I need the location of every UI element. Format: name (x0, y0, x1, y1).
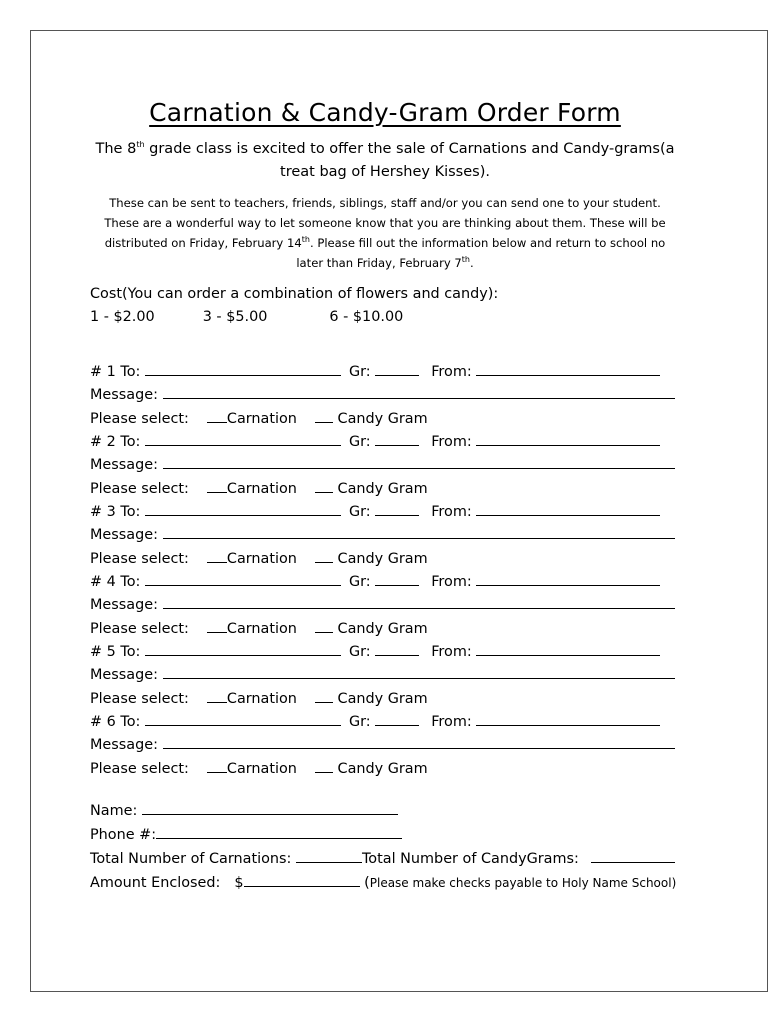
carnation-checkbox[interactable] (207, 408, 227, 423)
grade-label: Gr: (348, 504, 371, 520)
candy-gram-checkbox[interactable] (315, 548, 333, 563)
phone-label: Phone #: (90, 827, 157, 843)
from-label: From: (431, 504, 472, 520)
order-select-row (90, 478, 428, 499)
order-to-row (90, 501, 660, 522)
message-label: Message: (90, 737, 158, 754)
select-label: Please select: (90, 620, 189, 637)
order-select-row (90, 758, 428, 779)
grade-label: Gr: (348, 364, 371, 380)
candy-gram-option-label: Candy Gram (337, 620, 428, 637)
carnation-option-label: Carnation (226, 550, 297, 567)
carnation-option-label: Carnation (226, 690, 297, 707)
name-row (90, 800, 398, 821)
from-field[interactable] (476, 431, 660, 446)
totals-row (90, 848, 675, 869)
description-text: These can be sent to teachers, friends, siblings, staff and/or you can send one to your student. These are a wonderful way to let someone know that you are thinking about them. These will be distributed on Friday, February 14th. Please fill out the information below and return to school no later than Friday, February 7th. (104, 196, 666, 270)
message-field[interactable] (163, 734, 675, 749)
total-candygrams-field[interactable] (591, 848, 675, 863)
order-select-row (90, 408, 428, 429)
from-field[interactable] (476, 641, 660, 656)
message-field[interactable] (163, 454, 675, 469)
candy-gram-checkbox[interactable] (315, 478, 333, 493)
grade-label: Gr: (348, 574, 371, 590)
order-message-row (90, 664, 675, 685)
to-field[interactable] (145, 431, 341, 446)
candy-gram-option-label: Candy Gram (337, 690, 428, 707)
message-field[interactable] (163, 384, 675, 399)
to-field[interactable] (145, 361, 341, 376)
order-to-row (90, 641, 660, 662)
grade-field[interactable] (375, 641, 419, 656)
amount-field[interactable] (244, 872, 360, 887)
from-label: From: (431, 434, 472, 450)
carnation-option-label: Carnation (226, 760, 297, 777)
message-field[interactable] (163, 664, 675, 679)
order-select-row (90, 548, 428, 569)
select-label: Please select: (90, 410, 189, 427)
intro-text: The 8th grade class is excited to offer the sale of Carnations and Candy-grams(a treat bag of Hershey Kisses). (95, 140, 675, 180)
from-label: From: (431, 364, 472, 380)
dollar-sign: $ (234, 875, 244, 891)
phone-row (90, 824, 402, 845)
to-label: # 5 To: (90, 644, 141, 660)
amount-row: Amount Enclosed: $ (Please make checks payable to Holy Name School) (90, 872, 676, 893)
candy-gram-option-label: Candy Gram (337, 550, 428, 567)
grade-label: Gr: (348, 644, 371, 660)
grade-field[interactable] (375, 431, 419, 446)
order-select-row (90, 688, 428, 709)
phone-field[interactable] (156, 824, 402, 839)
carnation-option-label: Carnation (226, 410, 297, 427)
message-field[interactable] (163, 594, 675, 609)
cost-heading: Cost(You can order a combination of flowers and candy): (90, 286, 499, 302)
candy-gram-option-label: Candy Gram (337, 410, 428, 427)
carnation-option-label: Carnation (226, 480, 297, 497)
to-field[interactable] (145, 571, 341, 586)
cost-option-6: 6 - $10.00 (329, 309, 404, 325)
candy-gram-option-label: Candy Gram (337, 760, 428, 777)
order-message-row (90, 734, 675, 755)
message-label: Message: (90, 667, 158, 684)
name-field[interactable] (142, 800, 398, 815)
candy-gram-checkbox[interactable] (315, 758, 333, 773)
to-field[interactable] (145, 641, 341, 656)
grade-field[interactable] (375, 711, 419, 726)
select-label: Please select: (90, 550, 189, 567)
from-field[interactable] (476, 501, 660, 516)
to-label: # 1 To: (90, 364, 141, 380)
amount-label: Amount Enclosed: (90, 875, 221, 891)
from-label: From: (431, 574, 472, 590)
grade-label: Gr: (348, 434, 371, 450)
to-label: # 6 To: (90, 714, 141, 730)
carnation-checkbox[interactable] (207, 548, 227, 563)
grade-field[interactable] (375, 571, 419, 586)
total-candygrams-label: Total Number of CandyGrams: (361, 851, 579, 867)
name-label: Name: (90, 803, 138, 819)
order-to-row (90, 431, 660, 452)
order-message-row (90, 594, 675, 615)
message-label: Message: (90, 597, 158, 614)
candy-gram-option-label: Candy Gram (337, 480, 428, 497)
total-carnations-label: Total Number of Carnations: (90, 851, 292, 867)
order-to-row (90, 571, 660, 592)
carnation-checkbox[interactable] (207, 758, 227, 773)
from-field[interactable] (476, 571, 660, 586)
candy-gram-checkbox[interactable] (315, 408, 333, 423)
order-to-row (90, 711, 660, 732)
from-label: From: (431, 644, 472, 660)
order-to-row (90, 361, 660, 382)
order-message-row (90, 384, 675, 405)
message-label: Message: (90, 387, 158, 404)
order-message-row (90, 454, 675, 475)
from-field[interactable] (476, 711, 660, 726)
candy-gram-checkbox[interactable] (315, 688, 333, 703)
form-title: Carnation & Candy-Gram Order Form (149, 98, 621, 127)
from-label: From: (431, 714, 472, 730)
grade-field[interactable] (375, 361, 419, 376)
carnation-option-label: Carnation (226, 620, 297, 637)
to-label: # 3 To: (90, 504, 141, 520)
to-field[interactable] (145, 501, 341, 516)
checks-note: Please make checks payable to Holy Name School) (369, 876, 677, 890)
to-field[interactable] (145, 711, 341, 726)
candy-gram-checkbox[interactable] (315, 618, 333, 633)
select-label: Please select: (90, 480, 189, 497)
cost-options (90, 307, 403, 327)
order-select-row (90, 618, 428, 639)
message-label: Message: (90, 457, 158, 474)
cost-option-1: 1 - $2.00 (90, 309, 155, 325)
from-field[interactable] (476, 361, 660, 376)
grade-field[interactable] (375, 501, 419, 516)
select-label: Please select: (90, 690, 189, 707)
order-message-row (90, 524, 675, 545)
carnation-checkbox[interactable] (207, 618, 227, 633)
carnation-checkbox[interactable] (207, 478, 227, 493)
select-label: Please select: (90, 760, 189, 777)
message-label: Message: (90, 527, 158, 544)
cost-option-3: 3 - $5.00 (202, 309, 268, 325)
message-field[interactable] (163, 524, 675, 539)
to-label: # 2 To: (90, 434, 141, 450)
grade-label: Gr: (348, 714, 371, 730)
carnation-checkbox[interactable] (207, 688, 227, 703)
total-carnations-field[interactable] (296, 848, 362, 863)
to-label: # 4 To: (90, 574, 141, 590)
